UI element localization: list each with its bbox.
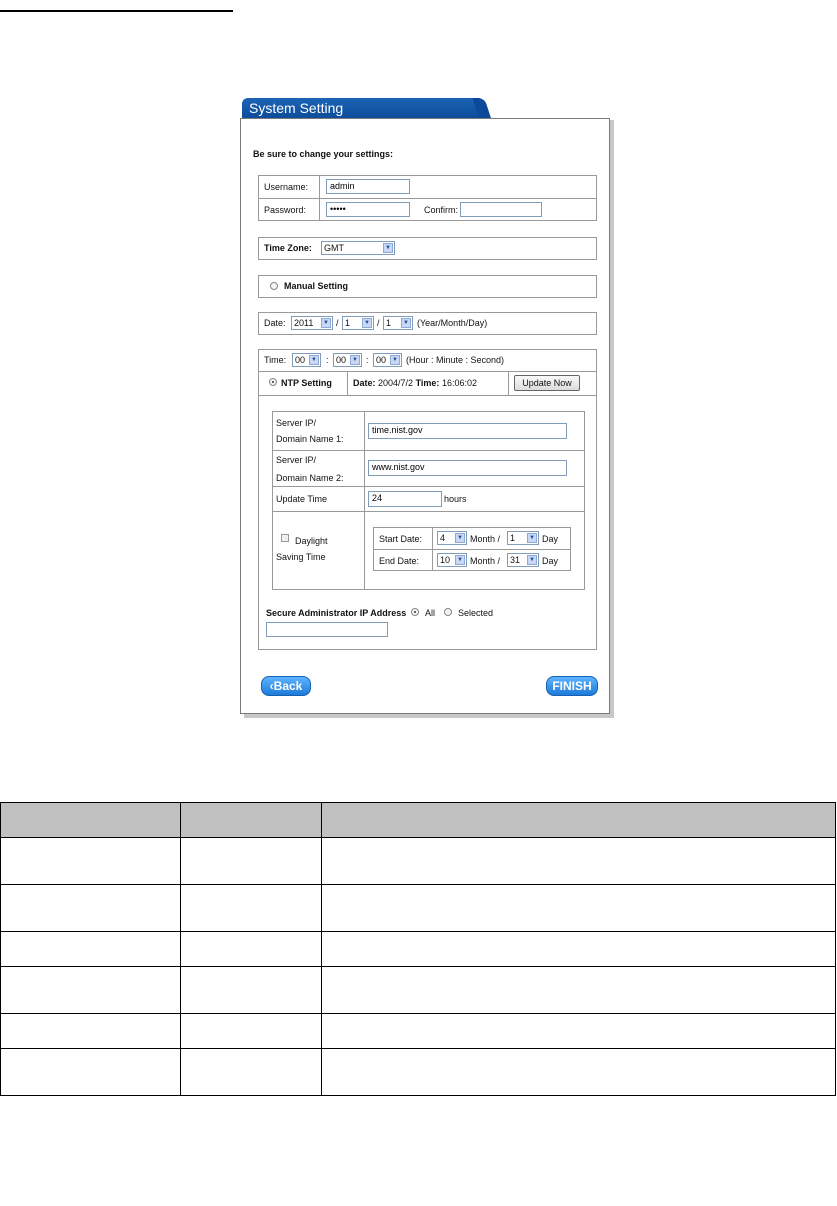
update-time-unit: hours — [444, 494, 467, 504]
start-day-select[interactable] — [507, 531, 539, 545]
divider — [373, 549, 571, 550]
table-row — [1, 1014, 836, 1049]
date-label: Date: — [264, 318, 286, 328]
month-word: Month / — [470, 534, 501, 544]
chevron-down-icon: ▼ — [321, 318, 331, 328]
divider — [319, 175, 320, 221]
ntp-datetime — [353, 378, 477, 388]
day-word: Day — [542, 556, 559, 566]
table-row — [1, 838, 836, 885]
manual-radio[interactable] — [270, 282, 278, 290]
update-time-label: Update Time — [276, 494, 328, 504]
end-day-select[interactable] — [507, 553, 539, 567]
divider — [364, 411, 365, 590]
window-title: System Setting — [249, 100, 344, 116]
month-word: Month / — [470, 556, 501, 566]
date-separator: / — [377, 318, 380, 328]
username-label: Username: — [264, 182, 309, 192]
finish-button[interactable]: FINISH — [546, 676, 598, 696]
table-cell — [1, 932, 181, 967]
secure-ip-all-label: All — [425, 608, 436, 618]
confirm-label: Confirm: — [424, 205, 459, 215]
server2-label-line1: Server IP/ — [276, 455, 317, 465]
table-cell — [1, 1014, 181, 1049]
ntp-radio[interactable] — [269, 378, 277, 386]
table-row — [1, 1049, 836, 1096]
chevron-left-icon: ‹ — [269, 679, 274, 693]
table-cell — [1, 885, 181, 932]
secure-ip-selected-label: Selected — [458, 608, 494, 618]
month-value: 1 — [345, 318, 351, 328]
daylight-saving-checkbox[interactable] — [281, 534, 289, 542]
password-label: Password: — [264, 205, 307, 215]
end-month-value: 10 — [440, 555, 451, 565]
divider — [258, 198, 597, 199]
day-select[interactable] — [383, 316, 413, 330]
table-cell — [322, 932, 836, 967]
dst-label-line1: Daylight — [295, 536, 328, 546]
start-date-label: Start Date: — [379, 534, 423, 544]
table-header-cell — [1, 803, 181, 838]
end-month-select[interactable] — [437, 553, 467, 567]
back-button-label: Back — [273, 679, 303, 693]
update-time-input[interactable]: 24 — [368, 491, 442, 507]
day-word: Day — [542, 534, 559, 544]
minute-select[interactable] — [333, 353, 362, 367]
server2-input[interactable]: www.nist.gov — [368, 460, 567, 476]
start-month-select[interactable] — [437, 531, 467, 545]
month-select[interactable] — [342, 316, 374, 330]
table-cell — [322, 967, 836, 1014]
ntp-time-value: 16:06:02 — [441, 378, 477, 388]
end-day-value: 31 — [510, 555, 521, 565]
password-input[interactable]: ••••• — [326, 202, 410, 217]
ntp-date-label: Date: — [353, 378, 376, 388]
timezone-value: GMT — [324, 243, 344, 253]
divider — [508, 371, 509, 395]
hour-value: 00 — [295, 355, 306, 365]
table-cell — [181, 1014, 322, 1049]
dst-label-line2: Saving Time — [276, 552, 326, 562]
hour-select[interactable] — [292, 353, 321, 367]
time-colon: : — [326, 355, 329, 365]
ntp-date-value: 2004/7/2 — [378, 378, 414, 388]
table-cell — [1, 1049, 181, 1096]
end-date-label: End Date: — [379, 556, 420, 566]
divider — [272, 511, 585, 512]
chevron-down-icon: ▼ — [390, 355, 400, 365]
time-colon: : — [366, 355, 369, 365]
day-value: 1 — [386, 318, 392, 328]
server1-input[interactable]: time.nist.gov — [368, 423, 567, 439]
table-cell — [322, 885, 836, 932]
chevron-down-icon: ▼ — [362, 318, 372, 328]
table-cell — [322, 1014, 836, 1049]
second-select[interactable] — [373, 353, 402, 367]
update-now-button[interactable]: Update Now — [514, 375, 580, 391]
ntp-time-label: Time: — [415, 378, 440, 388]
table-cell — [181, 885, 322, 932]
divider — [258, 395, 597, 396]
table-header-cell — [322, 803, 836, 838]
username-input[interactable]: admin — [326, 179, 410, 194]
server1-label-line2: Domain Name 1: — [276, 434, 344, 444]
table-header-row — [1, 803, 836, 838]
table-cell — [1, 967, 181, 1014]
chevron-down-icon: ▼ — [383, 243, 393, 253]
chevron-down-icon: ▼ — [401, 318, 411, 328]
table-row — [1, 885, 836, 932]
table-cell — [181, 838, 322, 885]
chevron-down-icon: ▼ — [455, 533, 465, 543]
intro-text: Be sure to change your settings: — [253, 149, 394, 159]
table-cell — [322, 1049, 836, 1096]
time-label: Time: — [264, 355, 287, 365]
secure-ip-input[interactable] — [266, 622, 388, 637]
divider — [347, 371, 348, 395]
year-select[interactable] — [291, 316, 333, 330]
divider — [258, 371, 597, 372]
date-separator: / — [336, 318, 339, 328]
table-cell — [1, 838, 181, 885]
header-underline — [0, 10, 233, 12]
time-hint: (Hour : Minute : Second) — [406, 355, 505, 365]
timezone-select[interactable] — [321, 241, 395, 255]
chevron-down-icon: ▼ — [455, 555, 465, 565]
table-cell — [181, 967, 322, 1014]
table-cell — [181, 932, 322, 967]
table-cell — [181, 1049, 322, 1096]
minute-value: 00 — [336, 355, 347, 365]
table-row — [1, 932, 836, 967]
document-table — [0, 802, 836, 1096]
manual-label: Manual Setting — [284, 281, 349, 291]
table-row — [1, 967, 836, 1014]
server1-label-line1: Server IP/ — [276, 418, 317, 428]
chevron-down-icon: ▼ — [309, 355, 319, 365]
back-button[interactable] — [261, 676, 311, 696]
secure-ip-label: Secure Administrator IP Address — [266, 608, 407, 618]
confirm-input[interactable] — [460, 202, 542, 217]
ntp-label: NTP Setting — [281, 378, 332, 388]
timezone-label: Time Zone: — [264, 243, 312, 253]
second-value: 00 — [376, 355, 387, 365]
divider — [272, 486, 585, 487]
year-value: 2011 — [294, 318, 314, 328]
divider — [272, 450, 585, 451]
divider — [432, 527, 433, 571]
chevron-down-icon: ▼ — [350, 355, 360, 365]
date-hint: (Year/Month/Day) — [417, 318, 488, 328]
start-day-value: 1 — [510, 533, 516, 543]
chevron-down-icon: ▼ — [527, 555, 537, 565]
secure-ip-all-radio[interactable] — [411, 608, 419, 616]
start-month-value: 4 — [440, 533, 446, 543]
table-header-cell — [181, 803, 322, 838]
secure-ip-selected-radio[interactable] — [444, 608, 452, 616]
chevron-down-icon: ▼ — [527, 533, 537, 543]
table-cell — [322, 838, 836, 885]
server2-label-line2: Domain Name 2: — [276, 473, 344, 483]
